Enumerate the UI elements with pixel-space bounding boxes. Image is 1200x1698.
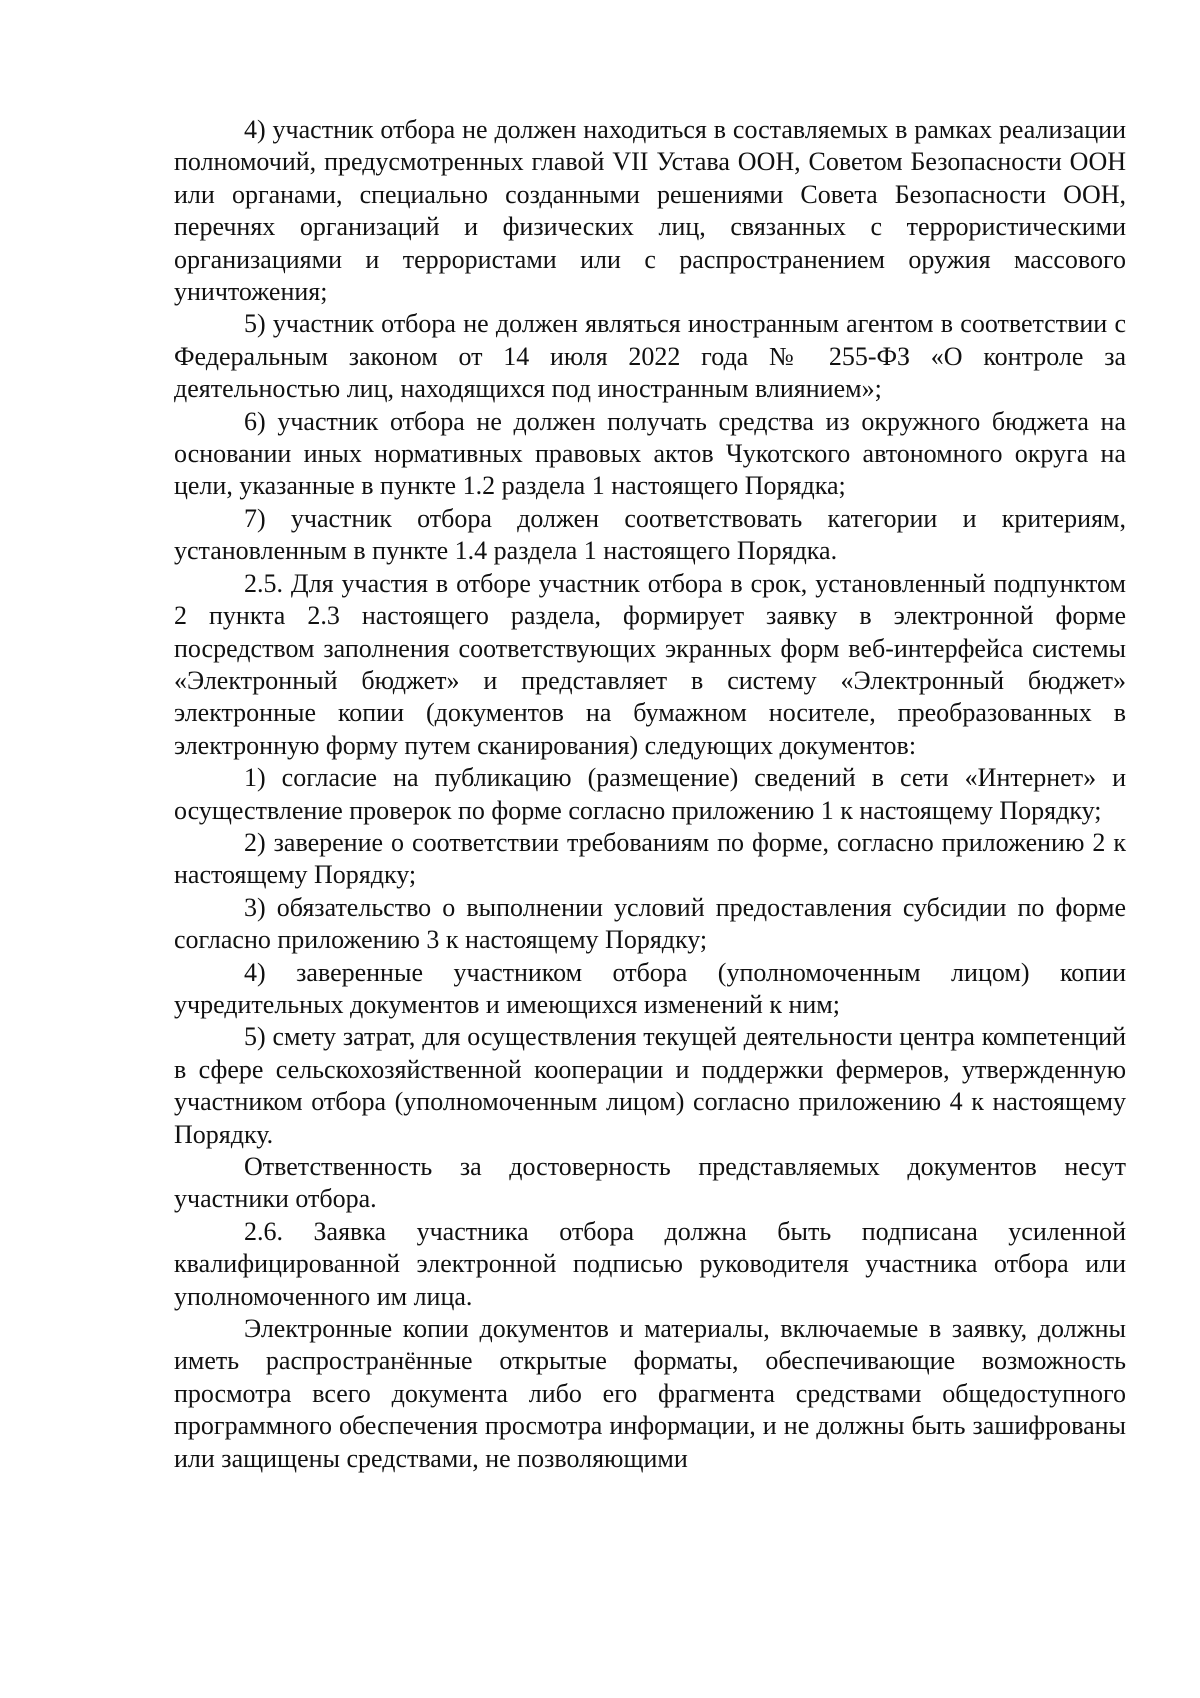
paragraph-section-2-6: 2.6. Заявка участника отбора должна быть подписана усиленной квалифицированной электронной подписью руководителя участника отбора или уполномоченного им лица. <box>174 1216 1126 1311</box>
paragraph-doc-5-cost-estimate: 5) смету затрат, для осуществления текущей деятельности центра компетенций в сфере сельскохозяйственной кооперации и поддержки фермеров, утвержденную участником отбора (уполномоченным лицом) согласно приложению 4 к настоящему Порядку. <box>174 1022 1126 1149</box>
paragraph-doc-2-assurance: 2) заверение о соответствии требованиям по форме, согласно приложению 2 к настоящему Порядку; <box>174 827 1126 890</box>
paragraph-electronic-copies: Электронные копии документов и материалы, включаемые в заявку, должны иметь распространённые открытые форматы, обеспечивающие возможность просмотра всего документа либо его фрагмента средствами общедоступного программного обеспечения просмотра информации, и не должны быть зашифрованы или защищены средствами, не позволяющими <box>174 1314 1126 1473</box>
paragraph-item-7-criteria: 7) участник отбора должен соответствовать категории и критериям, установленным в пункте 1.4 раздела 1 настоящего Порядка. <box>174 503 1126 566</box>
paragraph-item-6-district-budget: 6) участник отбора не должен получать средства из окружного бюджета на основании иных нормативных правовых актов Чукотского автономного округа на цели, указанные в пункте 1.2 раздела 1 настоящего Порядка; <box>174 406 1126 501</box>
paragraph-section-2-5: 2.5. Для участия в отборе участник отбора в срок, установленный подпунктом 2 пункта 2.3 настоящего раздела, формирует заявку в электронной форме посредством заполнения соответствующих экранных форм веб-интерфейса системы «Электронный бюджет» и представляет в систему «Электронный бюджет» электронные копии (документов на бумажном носителе, преобразованных в электронную форму путем сканирования) следующих документов: <box>174 568 1126 760</box>
paragraph-responsibility: Ответственность за достоверность представляемых документов несут участники отбора. <box>174 1152 1126 1214</box>
document-page <box>174 114 1126 1475</box>
paragraph-doc-1-consent: 1) согласие на публикацию (размещение) сведений в сети «Интернет» и осуществление проверок по форме согласно приложению 1 к настоящему Порядку; <box>174 763 1126 825</box>
paragraph-doc-3-obligation: 3) обязательство о выполнении условий предоставления субсидии по форме согласно приложению 3 к настоящему Порядку; <box>174 892 1126 955</box>
paragraph-item-4-terror-lists: 4) участник отбора не должен находиться в составляемых в рамках реализации полномочий, предусмотренных главой VII Устава ООН, Советом Безопасности ООН или органами, специально созданными решениями Совета Безопасности ООН, перечнях организаций и физических лиц, связанных с террористическими организациями и террористами или с распространением оружия массового уничтожения; <box>174 115 1126 307</box>
paragraph-item-5-foreign-agent: 5) участник отбора не должен являться иностранным агентом в соответствии с Федеральным законом от 14 июля 2022 года № 255-ФЗ «О контроле за деятельностью лиц, находящихся под иностранным влиянием»; <box>174 309 1126 404</box>
paragraph-doc-4-charter-copies: 4) заверенные участником отбора (уполномоченным лицом) копии учредительных документов и имеющихся изменений к ним; <box>174 957 1126 1019</box>
